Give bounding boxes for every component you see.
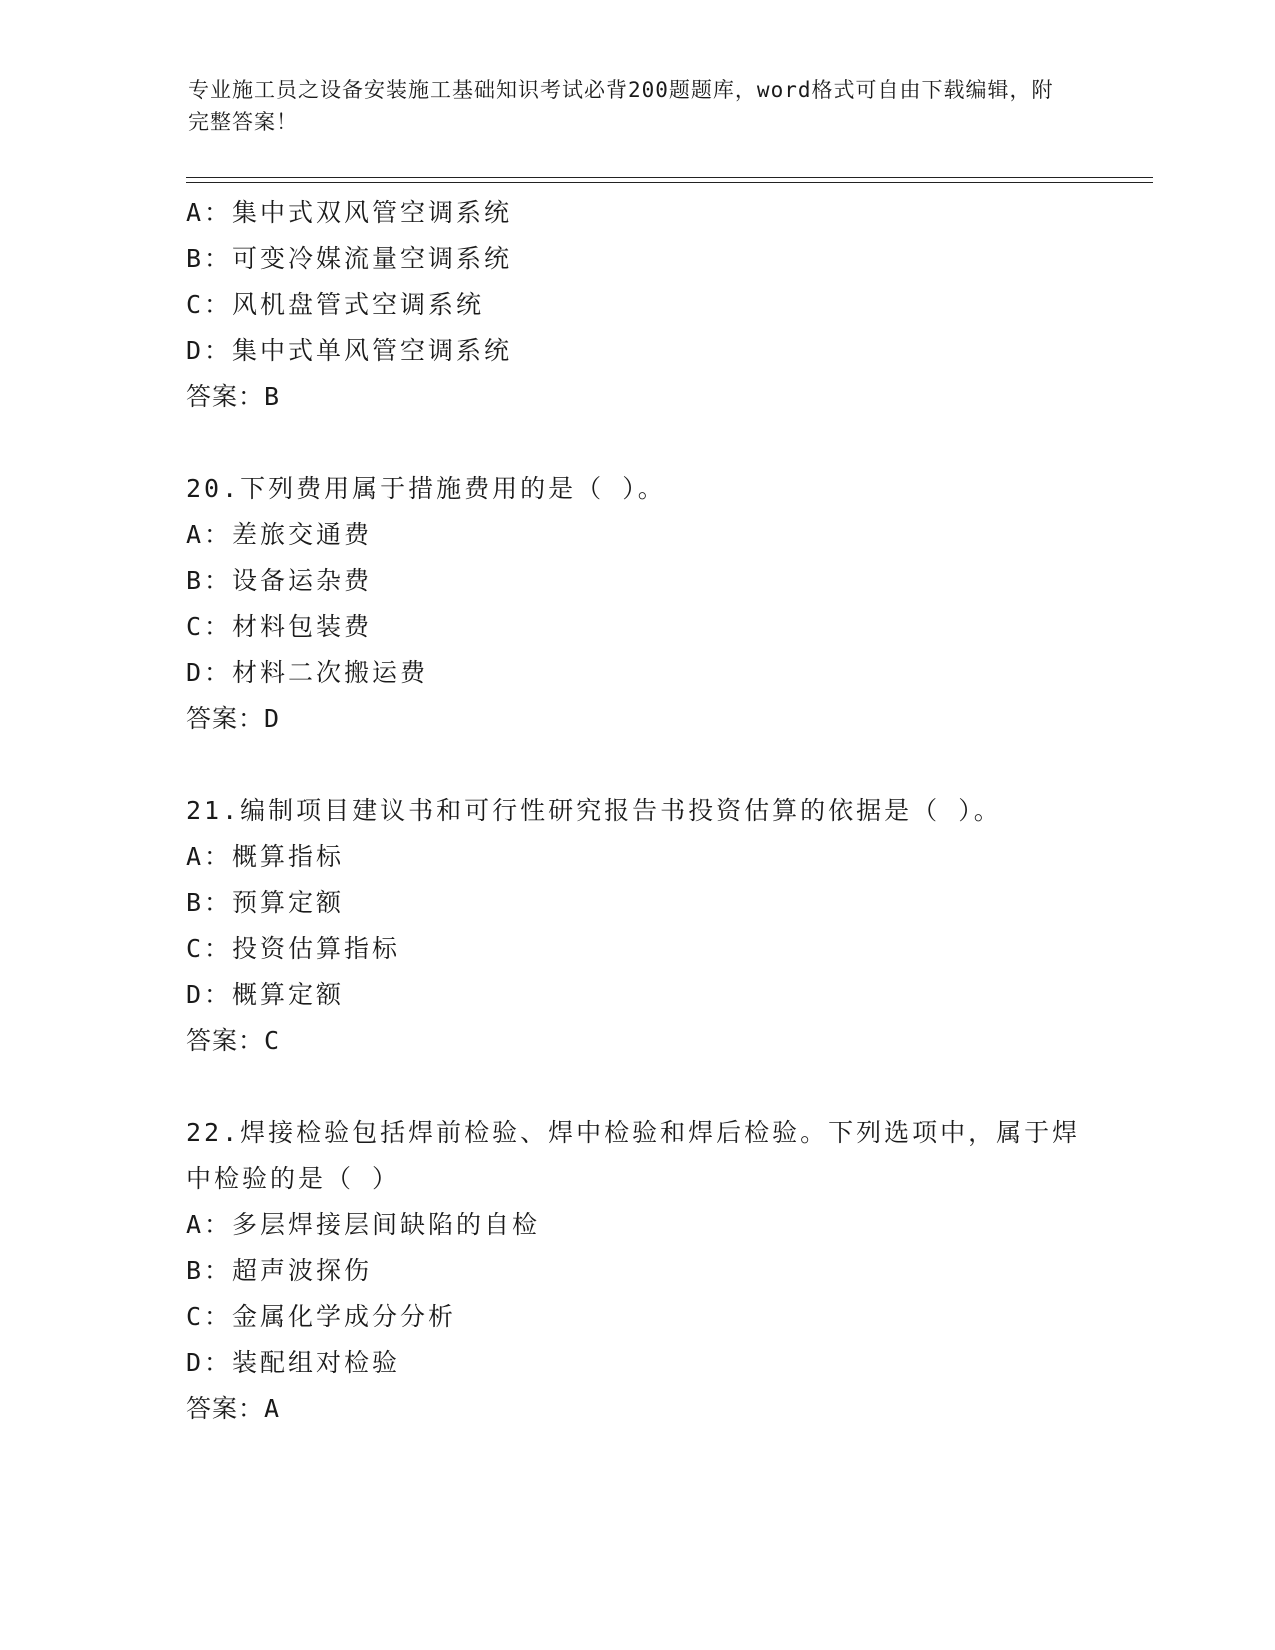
option-c: C：材料包装费	[186, 612, 373, 641]
answer-line: 答案：B	[186, 382, 281, 411]
option-d: D：概算定额	[186, 980, 345, 1009]
spacer	[186, 742, 1146, 788]
document-title: 专业施工员之设备安装施工基础知识考试必背200题题库，word格式可自由下载编辑，附完整答案！	[188, 78, 1054, 134]
question-block-19	[186, 190, 1146, 420]
option-b: B：超声波探伤	[186, 1256, 373, 1285]
option-d: D：材料二次搬运费	[186, 658, 429, 687]
question-block-21	[186, 788, 1146, 1064]
option-b: B：预算定额	[186, 888, 345, 917]
option-a: A：概算指标	[186, 842, 345, 871]
question-block-22	[186, 1110, 1146, 1432]
answer-line: 答案：D	[186, 704, 281, 733]
option-c: C：金属化学成分分析	[186, 1302, 457, 1331]
answer-line: 答案：A	[186, 1394, 281, 1423]
question-text: 21.编制项目建议书和可行性研究报告书投资估算的依据是（ ）。	[186, 796, 1002, 825]
option-a: A：差旅交通费	[186, 520, 373, 549]
question-text: 20.下列费用属于措施费用的是（ ）。	[186, 474, 666, 503]
option-b: B：可变冷媒流量空调系统	[186, 244, 513, 273]
question-text: 22.焊接检验包括焊前检验、焊中检验和焊后检验。下列选项中，属于焊中检验的是（ ）	[186, 1118, 1081, 1193]
option-b: B：设备运杂费	[186, 566, 373, 595]
header-divider-top	[186, 177, 1153, 178]
option-c: C：风机盘管式空调系统	[186, 290, 485, 319]
option-a: A：集中式双风管空调系统	[186, 198, 513, 227]
spacer	[186, 1064, 1146, 1110]
question-list	[186, 190, 1146, 1432]
option-a: A：多层焊接层间缺陷的自检	[186, 1210, 541, 1239]
option-d: D：装配组对检验	[186, 1348, 401, 1377]
option-c: C：投资估算指标	[186, 934, 401, 963]
spacer	[186, 420, 1146, 466]
answer-line: 答案：C	[186, 1026, 281, 1055]
header-divider-bottom	[186, 182, 1153, 183]
option-d: D：集中式单风管空调系统	[186, 336, 513, 365]
question-block-20	[186, 466, 1146, 742]
